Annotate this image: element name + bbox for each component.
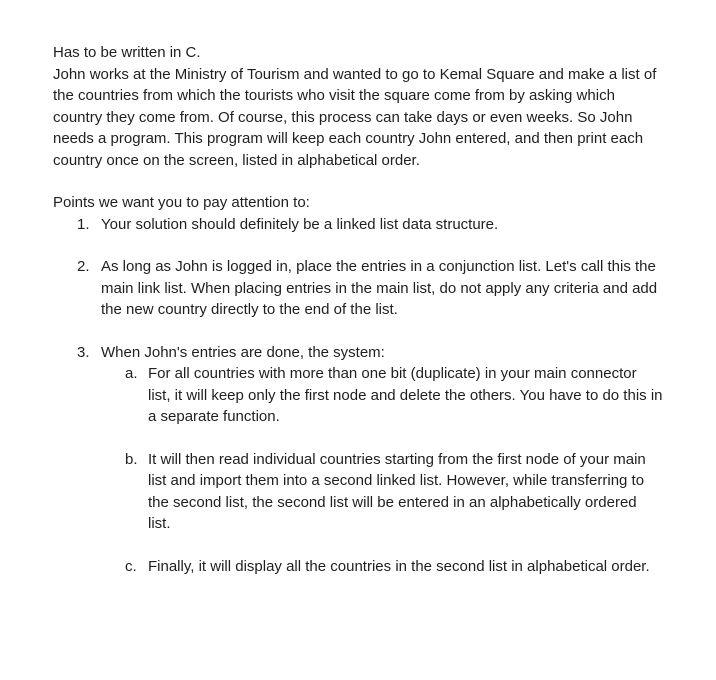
point-number: 2. <box>77 258 90 275</box>
problem-description: John works at the Ministry of Tourism and wanted to go to Kemal Square and make a list of the countries from which the tourists who visit the square come from by asking which country they come from. Of course, this process can take days or even weeks. So John needs a program. This program will keep each country John entered, and then print each country once on the screen, listed in alphabetical order. <box>53 65 657 169</box>
point-text: As long as John is logged in, place the entries in a conjunction list. Let's call this the main link list. When placing entries in the main list, do not apply any criteria and add the new country directly to the end of the list. <box>101 258 658 318</box>
subpoint-text: Finally, it will display all the countries in the second list in alphabetical order. <box>148 557 650 575</box>
subpoint-text: It will then read individual countries starting from the first node of your main list and import them into a second linked list. However, while transferring to the second list, the second list will be entered in an alphabetically ordered list. <box>148 450 646 532</box>
point-item <box>53 256 663 321</box>
subpoint-item <box>53 556 663 578</box>
subpoint-letter: a. <box>125 365 138 382</box>
subpoint-item <box>53 363 663 428</box>
intro-line: Has to be written in C. <box>53 44 201 61</box>
subpoint-item <box>53 449 663 535</box>
subpoint-letter: b. <box>125 450 138 468</box>
point-number: 3. <box>77 343 90 361</box>
points-heading: Points we want you to pay attention to: <box>53 194 310 211</box>
point-text: When John's entries are done, the system: <box>101 343 385 361</box>
point-item <box>53 214 663 236</box>
subpoints-list <box>101 363 663 577</box>
subpoint-text: For all countries with more than one bit (duplicate) in your main connector list, it will keep only the first node and delete the others. You have to do this in a separate function. <box>148 365 663 425</box>
document-body <box>53 42 663 577</box>
paragraph-gap <box>53 171 663 192</box>
points-list <box>53 214 663 578</box>
point-text: Your solution should definitely be a linked list data structure. <box>101 215 499 233</box>
point-item <box>53 342 663 578</box>
subpoint-letter: c. <box>125 557 137 575</box>
point-number: 1. <box>77 215 90 233</box>
